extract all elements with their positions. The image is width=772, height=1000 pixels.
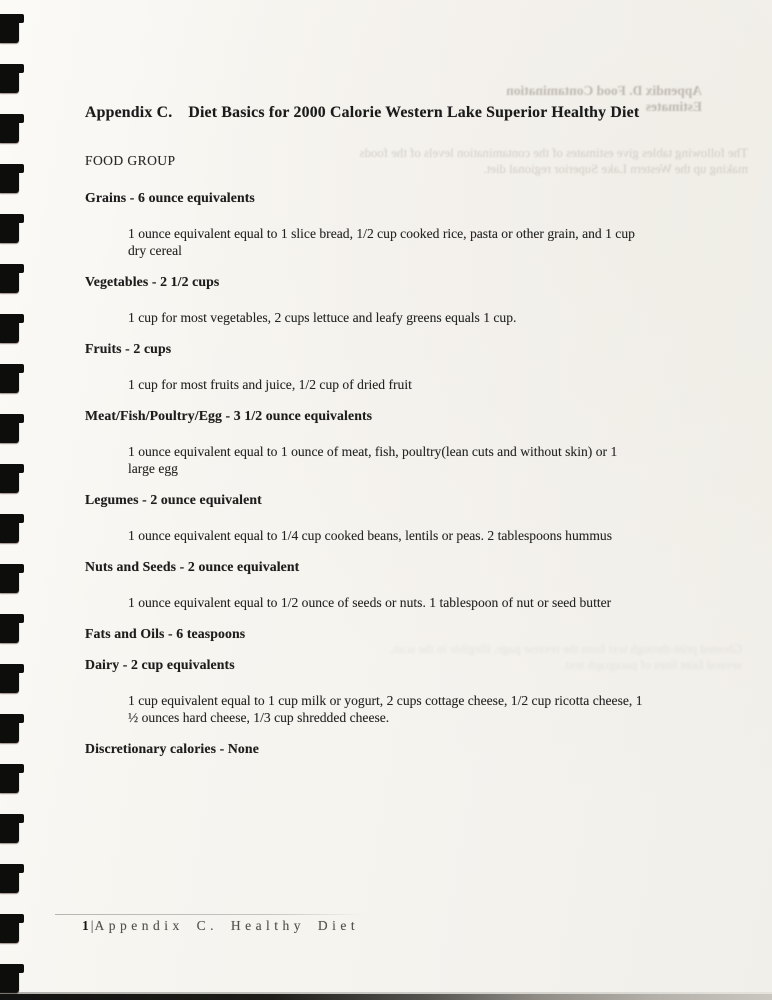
section-body: 1 ounce equivalent equal to 1/2 ounce of seeds or nuts. 1 tablespoon of nut or seed butter [128, 595, 612, 610]
bleed-through-smudge: Ghosted print-through text from the reverse page, illegible in the scan, several faint lines of paragraph text. [390, 642, 742, 672]
section-nuts-and-seeds [85, 559, 702, 611]
section-vegetables [85, 274, 702, 326]
binding-tooth [0, 414, 19, 443]
section-body: 1 cup equivalent equal to 1 cup milk or yogurt, 2 cups cottage cheese, 1/2 cup ricotta cheese, 1 ½ ounces hard cheese, 1/3 cup shredded cheese. [128, 693, 643, 725]
binding-tooth [0, 364, 19, 393]
section-heading: Vegetables - 2 1/2 cups [85, 274, 220, 289]
section-body: 1 ounce equivalent equal to 1/4 cup cooked beans, lentils or peas. 2 tablespoons hummus [128, 528, 612, 543]
appendix-label: Appendix C. [85, 104, 173, 121]
section-heading: Discretionary calories - None [85, 741, 259, 756]
binding-tooth [0, 514, 19, 543]
title-text: Diet Basics for 2000 Calorie Western Lake Superior Healthy Diet [188, 104, 640, 121]
binding-tooth [0, 714, 19, 743]
binding-tooth [0, 964, 19, 993]
section-body: 1 cup for most fruits and juice, 1/2 cup of dried fruit [128, 377, 412, 392]
section-heading: Fats and Oils - 6 teaspoons [85, 626, 246, 641]
scan-edge-shadow [0, 994, 772, 1000]
section-heading: Nuts and Seeds - 2 ounce equivalent [85, 559, 300, 574]
section-body: 1 cup for most vegetables, 2 cups lettuce and leafy greens equals 1 cup. [128, 310, 517, 325]
footer-separator: | [90, 918, 94, 933]
section-legumes [85, 492, 702, 544]
section-heading: Fruits - 2 cups [85, 341, 172, 356]
section-heading: Dairy - 2 cup equivalents [85, 657, 235, 672]
food-group-label: FOOD GROUP [85, 153, 176, 168]
bleed-through-title: Appendix D. Food Contamination Estimates [506, 83, 702, 114]
binding-tooth [0, 14, 19, 43]
binding-tooth [0, 114, 19, 143]
page-title [85, 104, 702, 122]
section-meat-fish-poultry-egg [85, 408, 702, 477]
section-body: 1 ounce equivalent equal to 1 slice bread, 1/2 cup cooked rice, pasta or other grain, and 1 cup dry cereal [128, 226, 635, 258]
binding-tooth [0, 664, 19, 693]
section-fruits [85, 341, 702, 393]
section-grains [85, 190, 702, 259]
spiral-binding [0, 0, 30, 1000]
footer-divider [55, 914, 363, 915]
section-fats-and-oils [85, 626, 702, 642]
binding-tooth [0, 464, 19, 493]
binding-tooth [0, 764, 19, 793]
binding-tooth [0, 164, 19, 193]
page-number: 1 [82, 918, 90, 933]
page-footer [82, 918, 359, 934]
section-heading: Meat/Fish/Poultry/Egg - 3 1/2 ounce equivalents [85, 408, 373, 423]
binding-tooth [0, 914, 19, 943]
binding-tooth [0, 214, 19, 243]
binding-tooth [0, 64, 19, 93]
section-discretionary-calories [85, 741, 702, 757]
section-body: 1 ounce equivalent equal to 1 ounce of meat, fish, poultry(lean cuts and without skin) or 1 large egg [128, 444, 618, 476]
binding-tooth [0, 814, 19, 843]
section-dairy [85, 657, 702, 726]
section-heading: Grains - 6 ounce equivalents [85, 190, 255, 205]
binding-tooth [0, 864, 19, 893]
binding-tooth [0, 264, 19, 293]
binding-tooth [0, 564, 19, 593]
binding-tooth [0, 314, 19, 343]
section-heading: Legumes - 2 ounce equivalent [85, 492, 262, 507]
binding-tooth [0, 614, 19, 643]
footer-label: Appendix C. Healthy Diet [94, 918, 360, 933]
bleed-through-paragraph: The following tables give estimates of the contamination levels of the foods making up the Western Lake Superior regional diet. [359, 146, 748, 176]
